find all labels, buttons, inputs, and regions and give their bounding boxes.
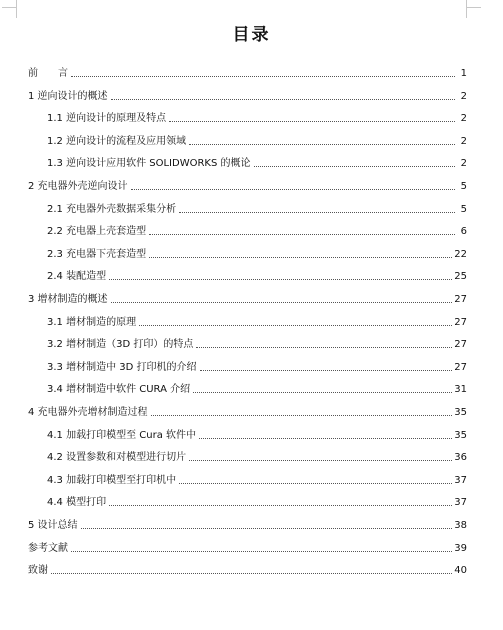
toc-entry[interactable] [47, 222, 467, 238]
toc-entry-page-number: 35 [454, 429, 467, 441]
toc-entry-title: 致谢 [28, 565, 48, 577]
margin-guide [16, 0, 17, 18]
dot-leader [169, 120, 455, 122]
dot-leader [71, 550, 452, 552]
toc-entry[interactable] [47, 358, 467, 374]
toc-entry-title: 2.1 充电器外壳数据采集分析 [47, 203, 177, 215]
toc-entry-title: 2 充电器外壳逆向设计 [28, 181, 128, 192]
dot-leader [149, 233, 455, 235]
page-title: 目录 [232, 25, 271, 45]
toc-entry-page-number: 27 [454, 361, 467, 373]
toc-entry[interactable] [28, 539, 467, 555]
toc-entry-title: 3.2 增材制造（3D 打印）的特点 [47, 339, 194, 351]
toc-entry[interactable] [47, 426, 467, 442]
dot-leader [196, 346, 452, 348]
dot-leader [51, 572, 452, 574]
toc-entry[interactable] [28, 561, 467, 577]
toc-entry[interactable] [28, 177, 467, 193]
toc-entry-title: 3.4 增材制造中软件 CURA 介绍 [47, 384, 191, 396]
toc-entry[interactable] [28, 64, 467, 80]
toc-entry-title: 1 逆向设计的概述 [28, 90, 108, 102]
toc-entry-page-number: 2 [460, 158, 467, 170]
toc-entry-page-number: 2 [460, 90, 467, 102]
toc-entry-page-number: 27 [454, 316, 467, 328]
dot-leader [71, 75, 455, 77]
toc-entry-title: 2.4 装配造型 [47, 271, 107, 283]
toc-entry[interactable] [47, 335, 467, 351]
toc-entry-page-number: 2 [460, 135, 467, 147]
toc-entry-title: 2.3 充电器下壳套造型 [47, 248, 147, 260]
toc-entry[interactable] [47, 313, 467, 329]
dot-leader [111, 98, 455, 100]
toc-entry-page-number: 31 [454, 384, 467, 396]
dot-leader [81, 527, 453, 529]
toc-entry[interactable] [47, 245, 467, 261]
dot-leader [189, 459, 452, 461]
toc-entry[interactable] [47, 448, 467, 464]
toc-entry-title: 1.1 逆向设计的原理及特点 [47, 113, 167, 125]
toc-entry-page-number: 38 [454, 520, 467, 531]
toc-entry-title: 前 言 [28, 68, 68, 79]
toc-entry-title: 4.1 加载打印模型至 Cura 软件中 [47, 429, 196, 441]
toc-entry-title: 参考文献 [28, 542, 68, 554]
toc-entry-title: 4.3 加载打印模型至打印机中 [47, 474, 177, 486]
dot-leader [151, 414, 453, 416]
toc-entry-title: 4 充电器外壳增材制造过程 [28, 407, 148, 418]
dot-leader [149, 256, 452, 258]
toc-entry[interactable] [47, 380, 467, 396]
dot-leader [254, 165, 456, 167]
toc-entry-page-number: 27 [454, 294, 467, 305]
toc-entry-title: 3.3 增材制造中 3D 打印机的介绍 [47, 361, 197, 373]
toc-entry-title: 1.3 逆向设计应用软件 SOLIDWORKS 的概论 [47, 158, 251, 170]
toc-entry-page-number: 5 [460, 203, 467, 215]
toc-entry-title: 2.2 充电器上壳套造型 [47, 226, 147, 238]
toc-entry[interactable] [28, 516, 467, 532]
toc-entry[interactable] [28, 403, 467, 419]
dot-leader [193, 391, 452, 393]
toc-entry-page-number: 5 [460, 181, 467, 192]
toc-entry-title: 1.2 逆向设计的流程及应用领域 [47, 135, 187, 147]
toc-entry-title: 4.2 设置参数和对模型进行切片 [47, 452, 187, 464]
toc-entry[interactable] [47, 471, 467, 487]
dot-leader [111, 301, 453, 303]
toc-entry-page-number: 35 [454, 407, 467, 418]
toc-entry-page-number: 37 [454, 474, 467, 486]
toc-entry[interactable] [47, 154, 467, 170]
dot-leader [139, 324, 452, 326]
toc-entry-page-number: 2 [460, 113, 467, 125]
dot-leader [179, 211, 455, 213]
margin-guide [2, 7, 16, 8]
dot-leader [189, 143, 455, 145]
toc-entry-page-number: 25 [454, 271, 467, 283]
dot-leader [199, 437, 452, 439]
toc-entry-page-number: 36 [454, 452, 467, 464]
toc-entry-page-number: 40 [454, 565, 467, 577]
toc-entry[interactable] [47, 109, 467, 125]
margin-guide [467, 7, 481, 8]
dot-leader [200, 369, 453, 371]
toc-entry-page-number: 39 [454, 542, 467, 554]
dot-leader [179, 482, 452, 484]
toc-entry[interactable] [47, 493, 467, 509]
toc-entry-title: 5 设计总结 [28, 520, 78, 531]
toc-entry-title: 3.1 增材制造的原理 [47, 316, 137, 328]
toc-entry-page-number: 1 [460, 68, 467, 79]
toc-entry-title: 3 增材制造的概述 [28, 294, 108, 305]
margin-guide [466, 0, 467, 18]
dot-leader [131, 188, 455, 190]
toc-entry-page-number: 37 [454, 497, 467, 509]
toc-entry[interactable] [47, 267, 467, 283]
dot-leader [109, 278, 452, 280]
toc-entry-page-number: 6 [460, 226, 467, 238]
toc-entry[interactable] [47, 132, 467, 148]
toc-entry[interactable] [47, 200, 467, 216]
toc-entry-title: 4.4 模型打印 [47, 497, 107, 509]
toc-entry-page-number: 27 [454, 339, 467, 351]
dot-leader [109, 504, 452, 506]
toc-entry[interactable] [28, 290, 467, 306]
toc-entry-page-number: 22 [454, 248, 467, 260]
toc-entry[interactable] [28, 87, 467, 103]
